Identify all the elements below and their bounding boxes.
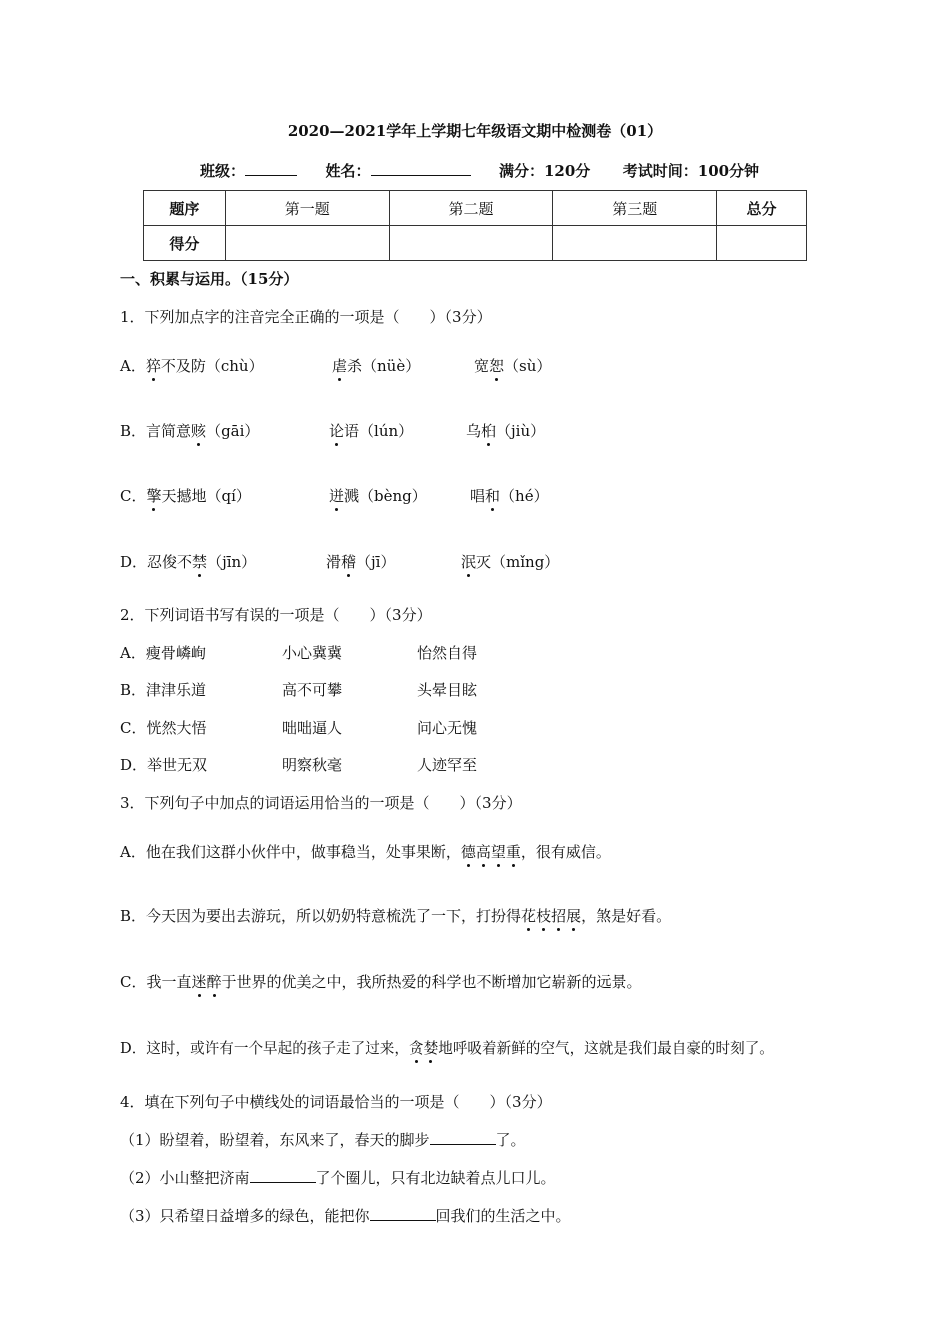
section-title: 一、积累与运用。（15分） <box>120 270 299 288</box>
q2-d-word3: 人迹罕至 <box>417 756 478 774</box>
q2-option-d: D．举世无双 <box>120 756 208 774</box>
name-blank[interactable] <box>371 161 471 176</box>
exam-time: 考试时间：100分钟 <box>622 162 760 180</box>
table-cell: 题序 <box>144 191 226 226</box>
q1-c-item2: 迸溅（bèng） <box>329 487 427 505</box>
table-row <box>144 191 807 226</box>
q1-d-item2: 滑稽（jī） <box>326 553 396 571</box>
dotted-char: 泯 <box>461 553 477 571</box>
dotted-char: 桕 <box>481 422 497 440</box>
dotted-char: 重 <box>505 843 521 861</box>
dotted-char: 花 <box>521 907 537 925</box>
option-label: A． <box>120 357 146 375</box>
dotted-char: 迸 <box>329 487 345 505</box>
fill-blank[interactable] <box>370 1206 436 1221</box>
dotted-char: 虐 <box>332 357 348 375</box>
q1-d-item3: 泯灭（mǐng） <box>461 553 560 571</box>
q1-b-item2: 论语（lún） <box>329 422 414 440</box>
dotted-char: 禁 <box>192 553 208 571</box>
q2-option-c: C．恍然大悟 <box>120 719 207 737</box>
exam-title: 2020—2021学年上学期七年级语文期中检测卷（01） <box>287 122 663 140</box>
q1-a-item2: 虐杀（nüè） <box>332 357 421 375</box>
table-cell: 得分 <box>144 226 226 261</box>
option-label: B． <box>120 422 147 440</box>
q3-option-c: C．我一直迷醉于世界的优美之中，我所热爱的科学也不断增加它崭新的远景。 <box>120 973 642 991</box>
dotted-char: 恕 <box>489 357 505 375</box>
dotted-char: 稽 <box>341 553 357 571</box>
q3-stem: 3．下列句子中加点的词语运用恰当的一项是（ ）（3分） <box>120 794 522 812</box>
table-cell: 第二题 <box>389 191 553 226</box>
dotted-char: 招 <box>551 907 567 925</box>
q4-sentence-1: （1）盼望着，盼望着，东风来了，春天的脚步 了。 <box>120 1131 526 1149</box>
fill-blank[interactable] <box>250 1168 316 1183</box>
q2-c-word2: 咄咄逼人 <box>282 719 343 737</box>
q2-c-word3: 问心无愧 <box>417 719 478 737</box>
option-label: C． <box>120 487 147 505</box>
dotted-char: 婪 <box>424 1037 439 1058</box>
score-cell[interactable] <box>389 226 553 261</box>
score-cell[interactable] <box>225 226 389 261</box>
q2-b-word2: 高不可攀 <box>282 681 343 699</box>
dotted-char: 德 <box>460 843 476 861</box>
score-cell[interactable] <box>553 226 717 261</box>
q2-a-word2: 小心冀冀 <box>282 644 343 662</box>
q4-stem: 4．填在下列句子中横线处的词语最恰当的一项是（ ）（3分） <box>120 1093 552 1111</box>
q3-option-b: B．今天因为要出去游玩，所以奶奶特意梳洗了一下，打扮得花枝招展，煞是好看。 <box>120 907 672 925</box>
dotted-char: 迷 <box>191 973 207 991</box>
dotted-char: 枝 <box>536 907 552 925</box>
q3-option-a: A．他在我们这群小伙伴中，做事稳当，处事果断，德高望重，很有威信。 <box>120 843 611 861</box>
q2-b-word3: 头晕目眩 <box>417 681 478 699</box>
q2-stem: 2．下列词语书写有误的一项是（ ）（3分） <box>120 606 432 624</box>
option-label: D． <box>120 553 148 571</box>
dotted-char: 猝 <box>145 357 161 375</box>
q3-option-d: D．这时，或许有一个早起的孩子走了过来，贪婪地呼吸着新鲜的空气，这就是我们最自豪的时刻了。 <box>120 1037 774 1058</box>
q1-a-item3: 宽恕（sù） <box>474 357 552 375</box>
table-row <box>144 226 807 261</box>
table-cell: 第三题 <box>553 191 717 226</box>
score-table <box>143 190 807 261</box>
q1-option-a: A．猝不及防（chù） <box>120 357 264 375</box>
table-cell: 总分 <box>717 191 807 226</box>
fill-blank[interactable] <box>430 1130 496 1145</box>
q1-option-b: B．言简意赅（gāi） <box>120 422 260 440</box>
class-blank[interactable] <box>245 161 297 176</box>
q1-option-d: D．忍俊不禁（jīn） <box>120 553 257 571</box>
table-cell: 第一题 <box>225 191 389 226</box>
dotted-char: 展 <box>566 907 582 925</box>
q1-b-item3: 乌桕（jiù） <box>466 422 546 440</box>
dotted-char: 醉 <box>206 973 222 991</box>
exam-info-line <box>200 160 759 181</box>
dotted-char: 论 <box>329 422 345 440</box>
q4-sentence-2: （2）小山整把济南 了个圈儿，只有北边缺着点儿口儿。 <box>120 1169 556 1187</box>
score-cell[interactable] <box>717 226 807 261</box>
dotted-char: 高 <box>475 843 491 861</box>
dotted-char: 赅 <box>191 422 207 440</box>
q4-sentence-3: （3）只希望日益增多的绿色，能把你 回我们的生活之中。 <box>120 1207 571 1225</box>
q2-option-b: B．津津乐道 <box>120 681 207 699</box>
name-label: 姓名： <box>325 162 371 180</box>
q2-a-word3: 怡然自得 <box>417 644 478 662</box>
q1-option-c: C．擎天撼地（qí） <box>120 487 251 505</box>
q1-c-item3: 唱和（hé） <box>470 487 549 505</box>
dotted-char: 和 <box>485 487 501 505</box>
full-score: 满分：120分 <box>498 162 591 180</box>
dotted-char: 擎 <box>146 487 162 505</box>
class-label: 班级： <box>200 162 246 180</box>
dotted-char: 贪 <box>409 1037 424 1058</box>
dotted-char: 望 <box>490 843 506 861</box>
q1-stem: 1．下列加点字的注音完全正确的一项是（ ）（3分） <box>120 308 492 326</box>
q2-d-word2: 明察秋毫 <box>282 756 343 774</box>
q2-option-a: A．瘦骨嶙峋 <box>120 644 206 662</box>
